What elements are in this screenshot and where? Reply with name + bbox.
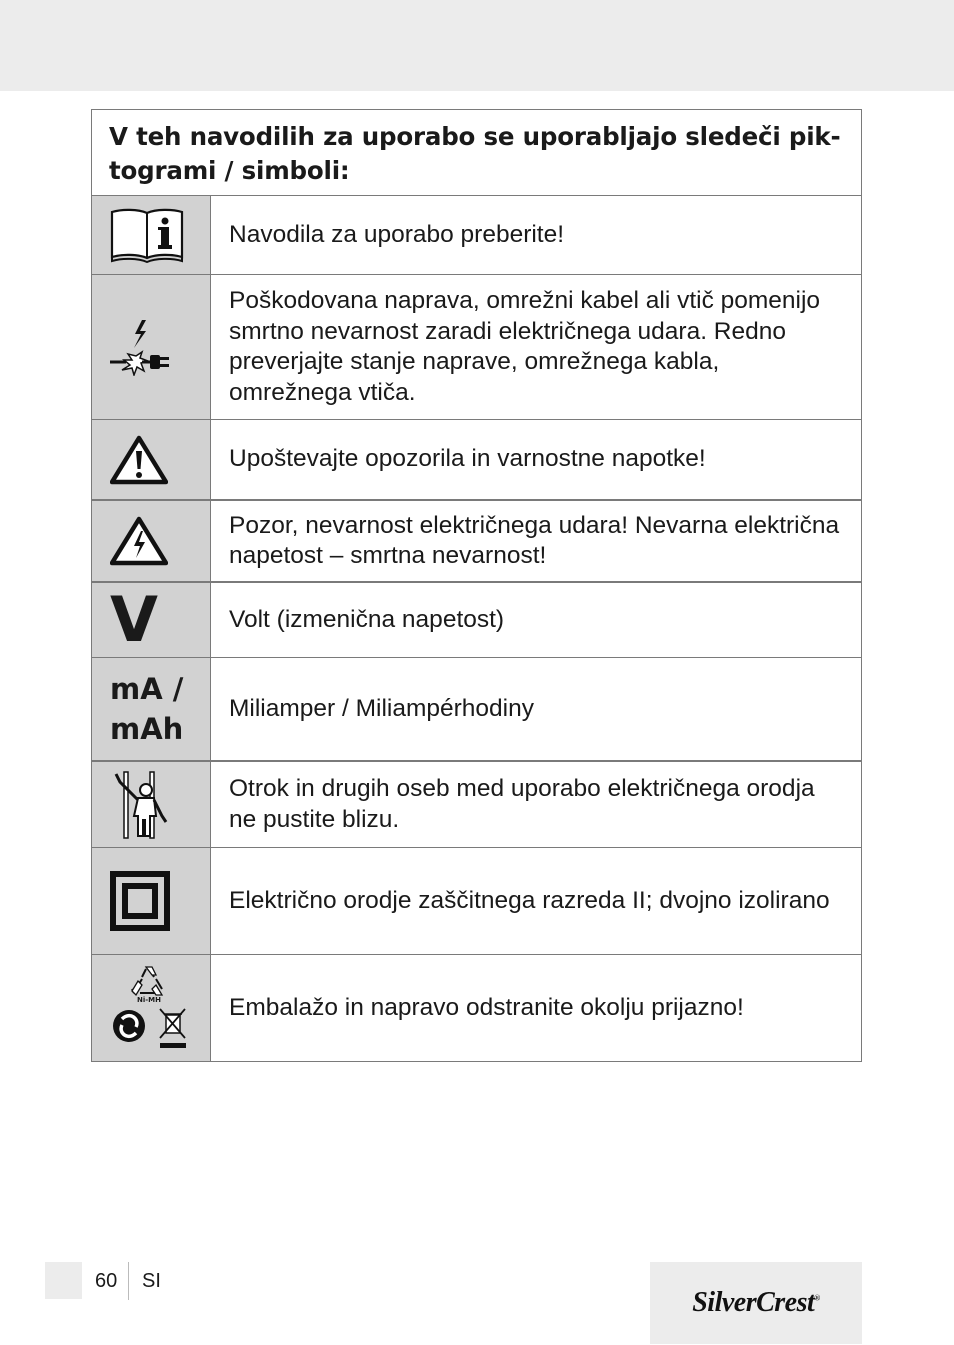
table-header: V teh navodilih za uporabo se uporabljajo sledeči pik-togrami / simboli:: [92, 110, 861, 196]
icon-cell: [92, 196, 211, 274]
symbol-description: Poškodovana naprava, omrežni kabel ali vtič pomenijo smrtno nevarnost zaradi električnega udara. Redno preverjajte stanje naprave, omrežnega kabla, omrežnega vtiča.: [229, 287, 821, 406]
icon-cell: [92, 420, 211, 499]
keep-children-away-icon: [110, 770, 170, 840]
footer-divider: [128, 1262, 129, 1300]
icon-cell: [92, 955, 211, 1061]
ni-mh-label: Ni-MH: [137, 996, 161, 1004]
symbol-row: [92, 955, 861, 1061]
symbol-description: Miliamper / Miliampérhodiny: [229, 694, 534, 722]
damaged-cable-shock-icon: [110, 318, 172, 376]
symbol-row: [92, 583, 861, 658]
symbol-description: Pozor, nevarnost električnega udara! Nevarna električna napetost – smrtna nevarnost!: [229, 511, 840, 569]
symbol-row: [92, 420, 861, 501]
symbol-row: [92, 762, 861, 848]
symbol-row: [92, 848, 861, 955]
symbol-row: [92, 275, 861, 420]
symbol-row: [92, 658, 861, 762]
electric-warning-icon: [110, 516, 168, 566]
icon-cell: [92, 275, 211, 419]
icon-cell: [92, 848, 211, 954]
brand-logo: SilverCrest®: [692, 1287, 820, 1318]
symbol-row: [92, 196, 861, 275]
milliampere-symbol: mA / mAh: [110, 672, 184, 746]
icon-cell: [92, 501, 211, 581]
top-band: [0, 0, 954, 91]
symbol-description: Navodila za uporabo preberite!: [229, 220, 565, 248]
language-code: SI: [142, 1270, 161, 1292]
symbol-description: Otrok in drugih oseb med uporabo električnega orodja ne pustite blizu.: [229, 775, 815, 833]
icon-cell: [92, 658, 211, 760]
symbol-description: Embalažo in napravo odstranite okolju prijazno!: [229, 993, 744, 1021]
warning-icon: [110, 435, 168, 485]
symbol-description: Volt (izmenična napetost): [229, 605, 505, 633]
double-insulation-icon: [110, 871, 170, 931]
volt-symbol: V: [110, 583, 158, 656]
page-number: 60: [95, 1270, 118, 1292]
recycling-disposal-icon: [110, 963, 190, 1053]
symbol-description: Upoštevajte opozorila in varnostne napotke!: [229, 445, 706, 473]
footer-marker: [45, 1262, 82, 1299]
symbol-description: Električno orodje zaščitnega razreda II; dvojno izolirano: [229, 886, 830, 914]
symbol-table: [91, 109, 862, 1062]
brand-logo-box: [650, 1262, 862, 1344]
icon-cell: [92, 762, 211, 847]
read-manual-icon: [110, 207, 184, 263]
icon-cell: [92, 583, 211, 657]
symbol-row: [92, 501, 861, 583]
